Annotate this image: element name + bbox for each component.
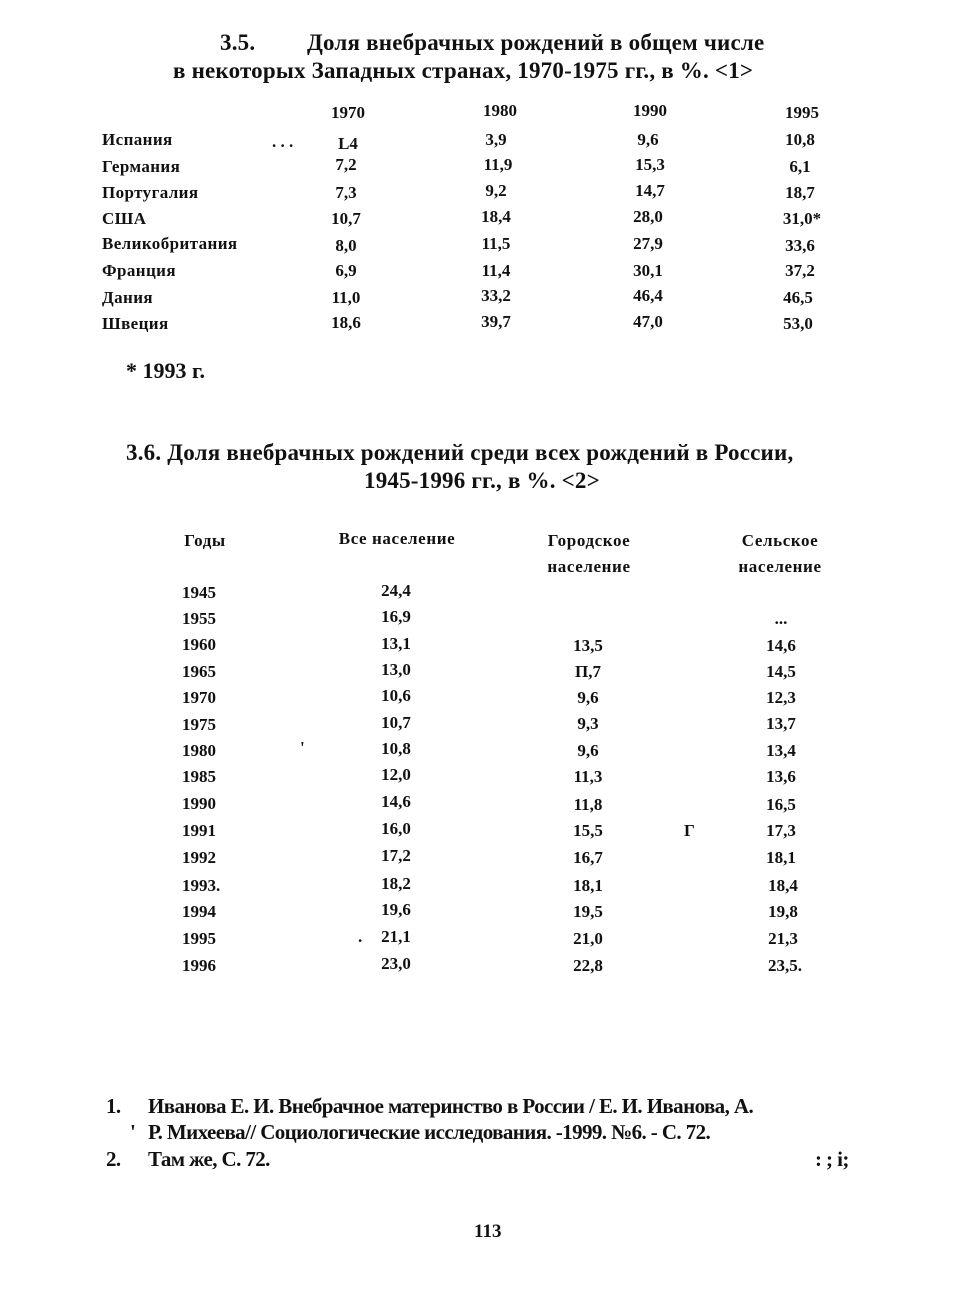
table35-number: 3.5. xyxy=(220,30,256,55)
table35-year: 1990 xyxy=(633,101,667,120)
table35-cell: 37,2 xyxy=(785,261,815,280)
table35-cell: 11,4 xyxy=(481,261,511,280)
table36-stray-dot: . xyxy=(358,927,363,946)
table35-cell: 18,7 xyxy=(785,183,815,202)
table36-all-value: 19,6 xyxy=(381,900,411,919)
table36-rural-value: 23,5. xyxy=(768,956,802,975)
table35-country: Португалия xyxy=(102,183,199,202)
table36-urban-value: П,7 xyxy=(575,662,601,681)
table35-cell: 11,9 xyxy=(483,155,513,174)
table36-all-value: 21,1 xyxy=(381,927,411,946)
table35-cell: 53,0 xyxy=(783,314,813,333)
table36-title-line1: 3.6. Доля внебрачных рождений среди всех рождений в России, xyxy=(126,440,794,465)
table36-urban-value: 13,5 xyxy=(573,636,603,655)
table35-cell: 11,0 xyxy=(331,288,361,307)
table35-cell: 6,1 xyxy=(789,157,811,176)
table36-urban-value: 11,3 xyxy=(573,767,603,786)
table36-header-year: Годы xyxy=(184,531,226,550)
table36-all-value: 10,7 xyxy=(381,713,411,732)
table35-cell: 7,3 xyxy=(335,183,357,202)
table36-year: 1996 xyxy=(182,956,216,975)
table36-urban-value: 18,1 xyxy=(573,876,603,895)
table35-year: 1980 xyxy=(483,101,517,120)
table36-header-urban-line1: Городское xyxy=(547,531,631,550)
table36-header-all: Все население xyxy=(338,529,456,548)
table35-cell: 27,9 xyxy=(633,234,663,253)
table35-cell: 6,9 xyxy=(335,261,357,280)
table35-title-line2: в некоторых Западных странах, 1970-1975 гг., в %. <1> xyxy=(173,58,754,83)
table36-all-value: 17,2 xyxy=(381,846,411,865)
table35-cell: 39,7 xyxy=(481,312,511,331)
table36-all-value: 12,0 xyxy=(381,765,411,784)
table36-year: 1994 xyxy=(182,902,216,921)
table36-rural-value: 13,4 xyxy=(766,741,796,760)
table35-cell: 14,7 xyxy=(635,181,665,200)
table36-year: 1995 xyxy=(182,929,216,948)
table35-cell: 10,8 xyxy=(785,130,815,149)
table35-country: Франция xyxy=(102,261,176,280)
footnote-1-line1: Иванова Е. И. Внебрачное материнство в России / Е. И. Иванова, А. xyxy=(148,1094,754,1118)
table35-country: Германия xyxy=(102,157,181,176)
table36-rural-value: 18,4 xyxy=(768,876,798,895)
table35-cell: 46,4 xyxy=(633,286,663,305)
table36-urban-value: 9,6 xyxy=(577,688,599,707)
table36-all-value: 10,6 xyxy=(381,686,411,705)
table36-rural-value: 21,3 xyxy=(768,929,798,948)
table35-cell: 30,1 xyxy=(633,261,663,280)
table36-rural-value: 14,6 xyxy=(766,636,796,655)
table35-year: 1970 xyxy=(331,103,365,122)
table35-cell: 9,2 xyxy=(485,181,507,200)
table36-urban-value: 9,6 xyxy=(577,741,599,760)
table36-rural-value: 16,5 xyxy=(766,795,796,814)
table36-rural-value: 14,5 xyxy=(766,662,796,681)
table35-country: США xyxy=(102,209,147,228)
table35-cell: 7,2 xyxy=(335,155,357,174)
table36-urban-value: 16,7 xyxy=(573,848,603,867)
table36-urban-value: 22,8 xyxy=(573,956,603,975)
table36-rural-value: 13,6 xyxy=(766,767,796,786)
table36-year: 1945 xyxy=(182,583,216,602)
table35-cell: 47,0 xyxy=(633,312,663,331)
table35-cell: 15,3 xyxy=(635,155,665,174)
table36-all-value: 16,0 xyxy=(381,819,411,838)
table36-all-value: 23,0 xyxy=(381,954,411,973)
table35-cell: 31,0* xyxy=(782,209,822,228)
table35-country: Испания xyxy=(102,130,173,149)
table36-rural-value: 17,3 xyxy=(766,821,796,840)
table36-header-rural-line2: население xyxy=(738,557,822,576)
table36-all-value: 16,9 xyxy=(381,607,411,626)
table35-cell: 18,6 xyxy=(331,313,361,332)
footnote-1-mark: ' xyxy=(130,1120,136,1144)
table36-all-value: 24,4 xyxy=(381,581,411,600)
table36-rural-value: 18,1 xyxy=(766,848,796,867)
table36-year: 1955 xyxy=(182,609,216,628)
table36-all-value: 14,6 xyxy=(381,792,411,811)
footnote-2-text: Там же, С. 72. xyxy=(148,1147,270,1171)
table35-cell: 9,6 xyxy=(637,130,659,149)
table35-cell: 8,0 xyxy=(335,236,357,255)
table36-year: 1970 xyxy=(182,688,216,707)
table36-urban-value: 11,8 xyxy=(573,795,603,814)
table36-year: 1993. xyxy=(182,876,221,895)
footnote-1-number: 1. xyxy=(106,1094,121,1118)
table36-title-line2: 1945-1996 гг., в %. <2> xyxy=(364,468,600,493)
table36-year: 1991 xyxy=(182,821,216,840)
table36-stray-apostrophe: ' xyxy=(300,738,305,757)
table35-cell: 18,4 xyxy=(481,207,511,226)
table36-year: 1980 xyxy=(182,741,216,760)
footnote-1-line2: Р. Михеева// Социологические исследования. -1999. №6. - С. 72. xyxy=(148,1120,711,1144)
table35-note: * 1993 г. xyxy=(126,358,206,383)
table36-year: 1975 xyxy=(182,715,216,734)
table35-cell: 28,0 xyxy=(633,207,663,226)
table36-all-value: 13,1 xyxy=(381,634,411,653)
table35-country: Швеция xyxy=(102,314,169,333)
table36-urban-value: 19,5 xyxy=(573,902,603,921)
table36-rural-value: ... xyxy=(774,609,788,628)
table36-rural-value: 13,7 xyxy=(766,714,796,733)
table35-cell: 33,2 xyxy=(481,286,511,305)
table35-country: Дания xyxy=(102,288,153,307)
page-number: 113 xyxy=(474,1221,502,1242)
table36-header-rural-line1: Сельское xyxy=(741,531,819,550)
table36-year: 1960 xyxy=(182,635,216,654)
table36-all-value: 13,0 xyxy=(381,660,411,679)
footnote-2-marks: : ; i; xyxy=(815,1147,849,1171)
table36-rural-value: 12,3 xyxy=(766,688,796,707)
table35-cell: 33,6 xyxy=(785,236,815,255)
table35-title-line1: Доля внебрачных рождений в общем числе xyxy=(307,30,765,55)
table35-cell: 46,5 xyxy=(783,288,813,307)
table36-year: 1965 xyxy=(182,662,216,681)
table36-year: 1992 xyxy=(182,848,216,867)
table35-stray-marks: . . . xyxy=(272,132,294,151)
table36-all-value: 18,2 xyxy=(381,874,411,893)
table36-all-value: 10,8 xyxy=(381,739,411,758)
table36-stray-g: Г xyxy=(684,821,695,840)
table35-country: Великобритания xyxy=(102,234,238,253)
table36-urban-value: 15,5 xyxy=(573,821,603,840)
table35-cell: L4 xyxy=(338,134,358,153)
table36-urban-value: 21,0 xyxy=(573,929,603,948)
table36-rural-value: 19,8 xyxy=(768,902,798,921)
footnote-2-number: 2. xyxy=(106,1147,121,1171)
table36-year: 1985 xyxy=(182,767,216,786)
table35-cell: 11,5 xyxy=(481,234,511,253)
table36-year: 1990 xyxy=(182,794,216,813)
table36-header-urban-line2: население xyxy=(547,557,631,576)
table36-urban-value: 9,3 xyxy=(577,714,599,733)
table35-cell: 10,7 xyxy=(331,209,361,228)
table35-cell: 3,9 xyxy=(485,130,507,149)
table35-year: 1995 xyxy=(785,103,819,122)
